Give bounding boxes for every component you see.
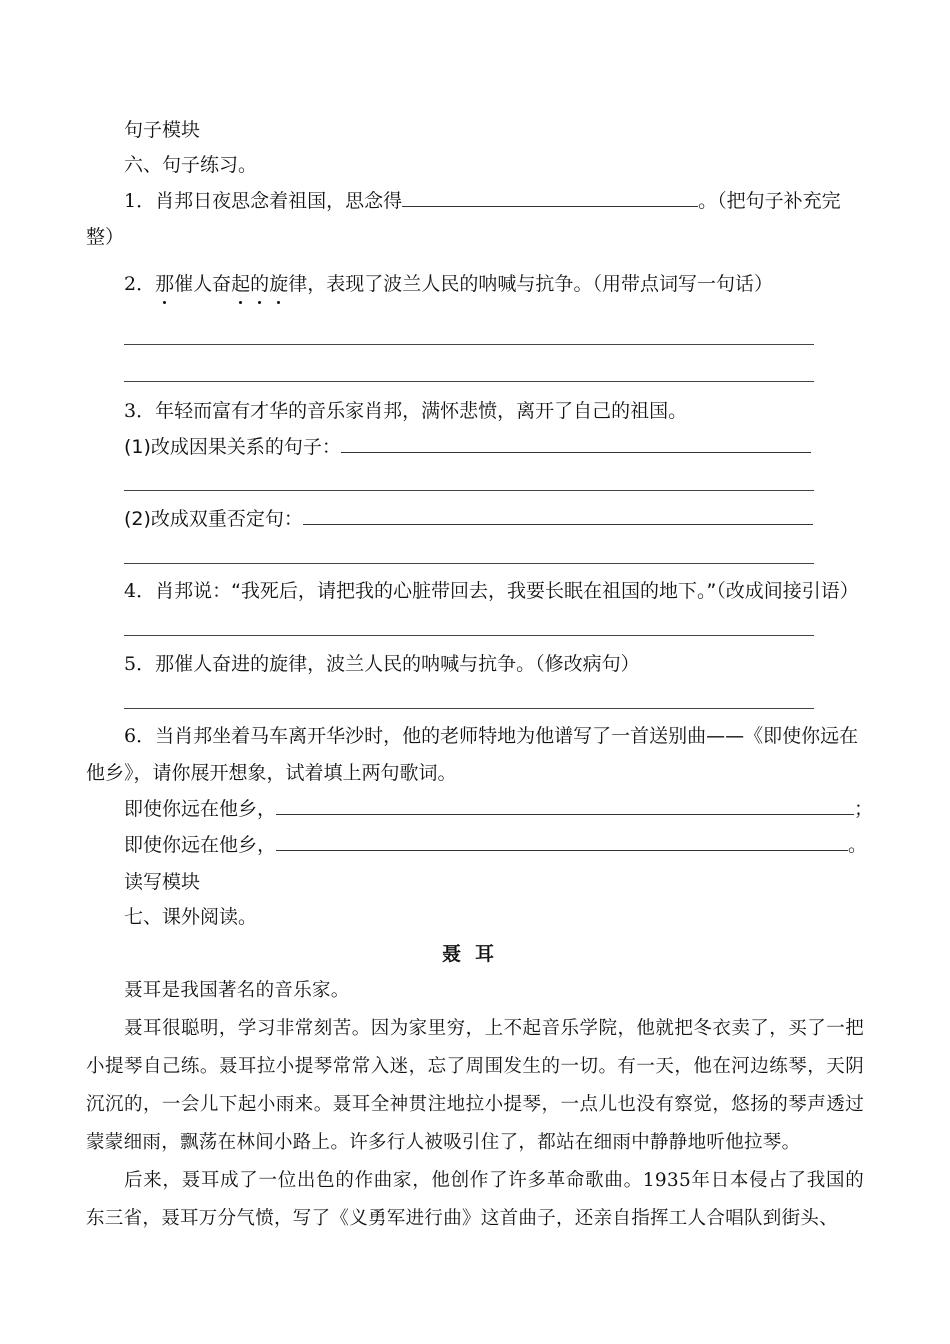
answer-blank[interactable] [341, 438, 811, 453]
question-1 [124, 189, 841, 213]
answer-blank[interactable] [402, 192, 698, 207]
question-number: 2． [124, 273, 156, 295]
dotted-character: 的 [250, 273, 270, 295]
question-number: 3． [124, 400, 156, 422]
question-2 [124, 272, 773, 296]
character: 奋 [212, 273, 232, 295]
character: 催 [174, 273, 194, 295]
answer-line[interactable] [124, 381, 814, 382]
answer-blank[interactable] [276, 800, 854, 815]
section-heading-7: 七、课外阅读。 [124, 906, 258, 928]
character: 兰 [402, 273, 422, 295]
question-text: 肖邦说：“我死后，请把我的心脏带回去，我要长眠在祖国的地下。”（改成间接引语） [155, 580, 859, 602]
dotted-character: 旋 [269, 273, 289, 295]
question-number: 4． [124, 580, 156, 602]
character: 抗 [535, 273, 555, 295]
answer-line[interactable] [124, 344, 814, 345]
question-text: 年轻而富有才华的音乐家肖邦，满怀悲愤，离开了自己的祖国。 [155, 400, 688, 422]
answer-blank[interactable] [276, 836, 848, 851]
character: 呐 [478, 273, 498, 295]
character: 人 [193, 273, 213, 295]
character: 人 [421, 273, 441, 295]
lyric-line-1 [124, 797, 873, 821]
question-6 [124, 724, 858, 748]
article-title: 聂耳 [441, 943, 508, 965]
question-3-sub-1 [124, 435, 811, 459]
answer-line[interactable] [124, 708, 814, 709]
character: 现 [345, 273, 365, 295]
character: ， [307, 273, 327, 295]
character: 波 [383, 273, 403, 295]
character: 律 [288, 273, 308, 295]
dotted-character: 那 [155, 273, 175, 295]
question-text [155, 273, 773, 295]
question-5 [124, 652, 640, 676]
question-1-wrap: 整） [86, 226, 125, 248]
dotted-character: 起 [231, 273, 251, 295]
character: 的 [459, 273, 479, 295]
lyric-line-2 [124, 833, 867, 857]
question-4 [124, 579, 859, 603]
question-3 [124, 399, 687, 423]
character: 争 [554, 273, 574, 295]
module-heading-reading: 读写模块 [124, 871, 201, 893]
character: 民 [440, 273, 460, 295]
lyric-prompt: 即使你远在他乡， [124, 798, 277, 820]
lyric-prompt: 即使你远在他乡， [124, 834, 277, 856]
question-tail: 。（把句子补充完 [698, 190, 841, 212]
character: 表 [326, 273, 346, 295]
answer-line[interactable] [124, 563, 814, 564]
module-heading-sentences: 句子模块 [124, 119, 201, 141]
section-heading-6: 六、句子练习。 [124, 154, 258, 176]
lyric-end: ； [854, 798, 874, 820]
character: 。 [573, 273, 593, 295]
character: 喊 [497, 273, 517, 295]
answer-blank[interactable] [303, 510, 813, 525]
character: （用带点词写一句话） [592, 273, 773, 295]
article-paragraph-2: 聂耳很聪明，学习非常刻苦。因为家里穷，上不起音乐学院，他就把冬衣卖了，买了一把小提琴自己练。聂耳拉小提琴常常入迷，忘了周围发生的一切。有一天，他在河边练琴，天阴沉沉的，一会儿下起小雨来。聂耳全神贯注地拉小提琴，一点儿也没有察觉，悠扬的琴声透过蒙蒙细雨，飘荡在林间小路上。许多行人被吸引住了，都站在细雨中静静地听他拉琴。 [86, 1018, 864, 1153]
character: 了 [364, 273, 384, 295]
lyric-end: 。 [848, 834, 868, 856]
question-text: 肖邦日夜思念着祖国，思念得 [155, 190, 403, 212]
article-paragraph-3: 后来，聂耳成了一位出色的作曲家，他创作了许多革命歌曲。1935年日本侵占了我国的东三省，聂耳万分气愤，写了《义勇军进行曲》这首曲子，还亲自指挥工人合唱队到街头、 [86, 1170, 864, 1229]
sub-prompt: (2)改成双重否定句： [124, 508, 303, 530]
question-6-wrap: 他乡》，请你展开想象，试着填上两句歌词。 [86, 762, 457, 784]
question-number: 6． [124, 725, 156, 747]
sub-prompt: (1)改成因果关系的句子： [124, 436, 341, 458]
question-text: 那催人奋进的旋律，波兰人民的呐喊与抗争。（修改病句） [155, 653, 640, 675]
article-paragraph-1: 聂耳是我国著名的音乐家。 [124, 980, 350, 1001]
question-number: 1． [124, 190, 156, 212]
answer-line[interactable] [124, 635, 814, 636]
question-number: 5． [124, 653, 156, 675]
character: 与 [516, 273, 536, 295]
question-text: 当肖邦坐着马车离开华沙时，他的老师特地为他谱写了一首送别曲——《即使你远在 [155, 725, 859, 747]
question-3-sub-2 [124, 507, 813, 531]
answer-line[interactable] [124, 490, 814, 491]
